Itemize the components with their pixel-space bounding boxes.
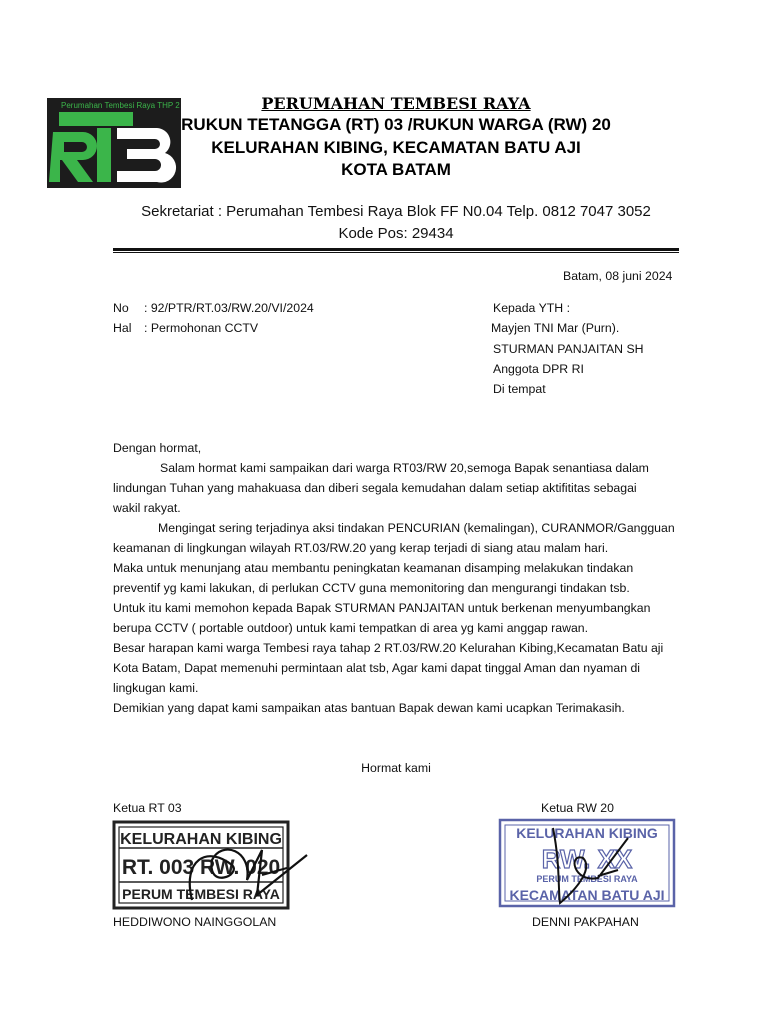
recipient-line: Mayjen TNI Mar (Purn). [491,321,620,335]
rw-stamp-middle: RW. XX [541,844,633,874]
org-city: KOTA BATAM [341,160,451,179]
rw-stamp-bottom: KECAMATAN BATU AJI [509,887,665,903]
number-value: : 92/PTR/RT.03/RW.20/VI/2024 [144,301,314,315]
rw-chair-name: DENNI PAKPAHAN [532,915,639,929]
postal-code: Kode Pos: 29434 [338,225,454,242]
body-line: keamanan di lingkungan wilayah RT.03/RW.20 yang kerap terjadi di siang atau malam hari. [113,541,609,555]
number-label: No [113,301,129,315]
org-subtitle: RUKUN TETANGGA (RT) 03 /RUKUN WARGA (RW) 20 [181,115,611,134]
rt-chair-name: HEDDIWONO NAINGGOLAN [113,915,277,929]
body-line: Untuk itu kami memohon kepada Bapak STURMAN PANJAITAN untuk berkenan menyumbangkan [113,601,651,615]
body-line: Besar harapan kami warga Tembesi raya tahap 2 RT.03/RW.20 Kelurahan Kibing,Kecamatan Batu aji [113,641,664,655]
org-title: PERUMAHAN TEMBESI RAYA [261,94,531,113]
recipient-line: Anggota DPR RI [493,362,584,376]
rt-stamp [112,820,312,912]
org-district: KELURAHAN KIBING, KECAMATAN BATU AJI [211,138,581,157]
rw-stamp [498,818,678,910]
body-line: Mengingat sering terjadinya aksi tindakan PENCURIAN (kemalingan), CURANMOR/Gangguan [158,521,675,535]
rt-chair-title: Ketua RT 03 [113,801,182,815]
subject-value: : Permohonan CCTV [144,321,259,335]
body-line: lingkugan kami. [113,681,199,695]
rt-stamp-bottom: PERUM TEMBESI RAYA [122,886,280,902]
rw-chair-title: Ketua RW 20 [541,801,614,815]
recipient-line: Kepada YTH : [493,301,571,315]
closing-phrase: Hormat kami [361,761,431,775]
recipient-line: Di tempat [493,382,546,396]
secretariat-address: Sekretariat : Perumahan Tembesi Raya Blok FF N0.04 Telp. 0812 7047 3052 [141,203,651,220]
letter-date: Batam, 08 juni 2024 [563,269,673,283]
body-line: Maka untuk menunjang atau membantu peningkatan keamanan disamping melakukan tindakan [113,561,634,575]
body-line: wakil rakyat. [113,501,181,515]
rw-stamp-top: KELURAHAN KIBING [516,825,658,841]
body-line: lindungan Tuhan yang mahakuasa dan diberi segala kemudahan dalam setiap aktifititas sebagai [113,481,637,495]
subject-label: Hal [113,321,132,335]
header-divider-thick [113,248,679,251]
rw-stamp-sub: PERUM TEMBESI RAYA [536,874,638,884]
logo-caption: Perumahan Tembesi Raya THP 2 [61,101,180,110]
body-line: berupa CCTV ( portable outdoor) untuk kami tempatkan di area yg kami anggap rawan. [113,621,589,635]
rt-stamp-middle: RT. 003 RW. 020 [121,856,281,879]
body-line: Demikian yang dapat kami sampaikan atas bantuan Bapak dewan kami ucapkan Terimakasih. [113,701,625,715]
salutation: Dengan hormat, [113,441,202,455]
header-divider-thin [113,252,679,253]
body-line: Salam hormat kami sampaikan dari warga RT03/RW 20,semoga Bapak senantiasa dalam [160,461,649,475]
body-line: preventif yg kami lakukan, di perlukan CCTV guna memonitoring dan mengurangi tindakan tsb. [113,581,630,595]
recipient-line: STURMAN PANJAITAN SH [493,342,644,356]
body-line: Kota Batam, Dapat memenuhi permintaan alat tsb, Agar kami dapat tinggal Aman dan nyaman di [113,661,641,675]
letter-body [113,458,675,718]
rt-stamp-top: KELURAHAN KIBING [120,831,282,848]
